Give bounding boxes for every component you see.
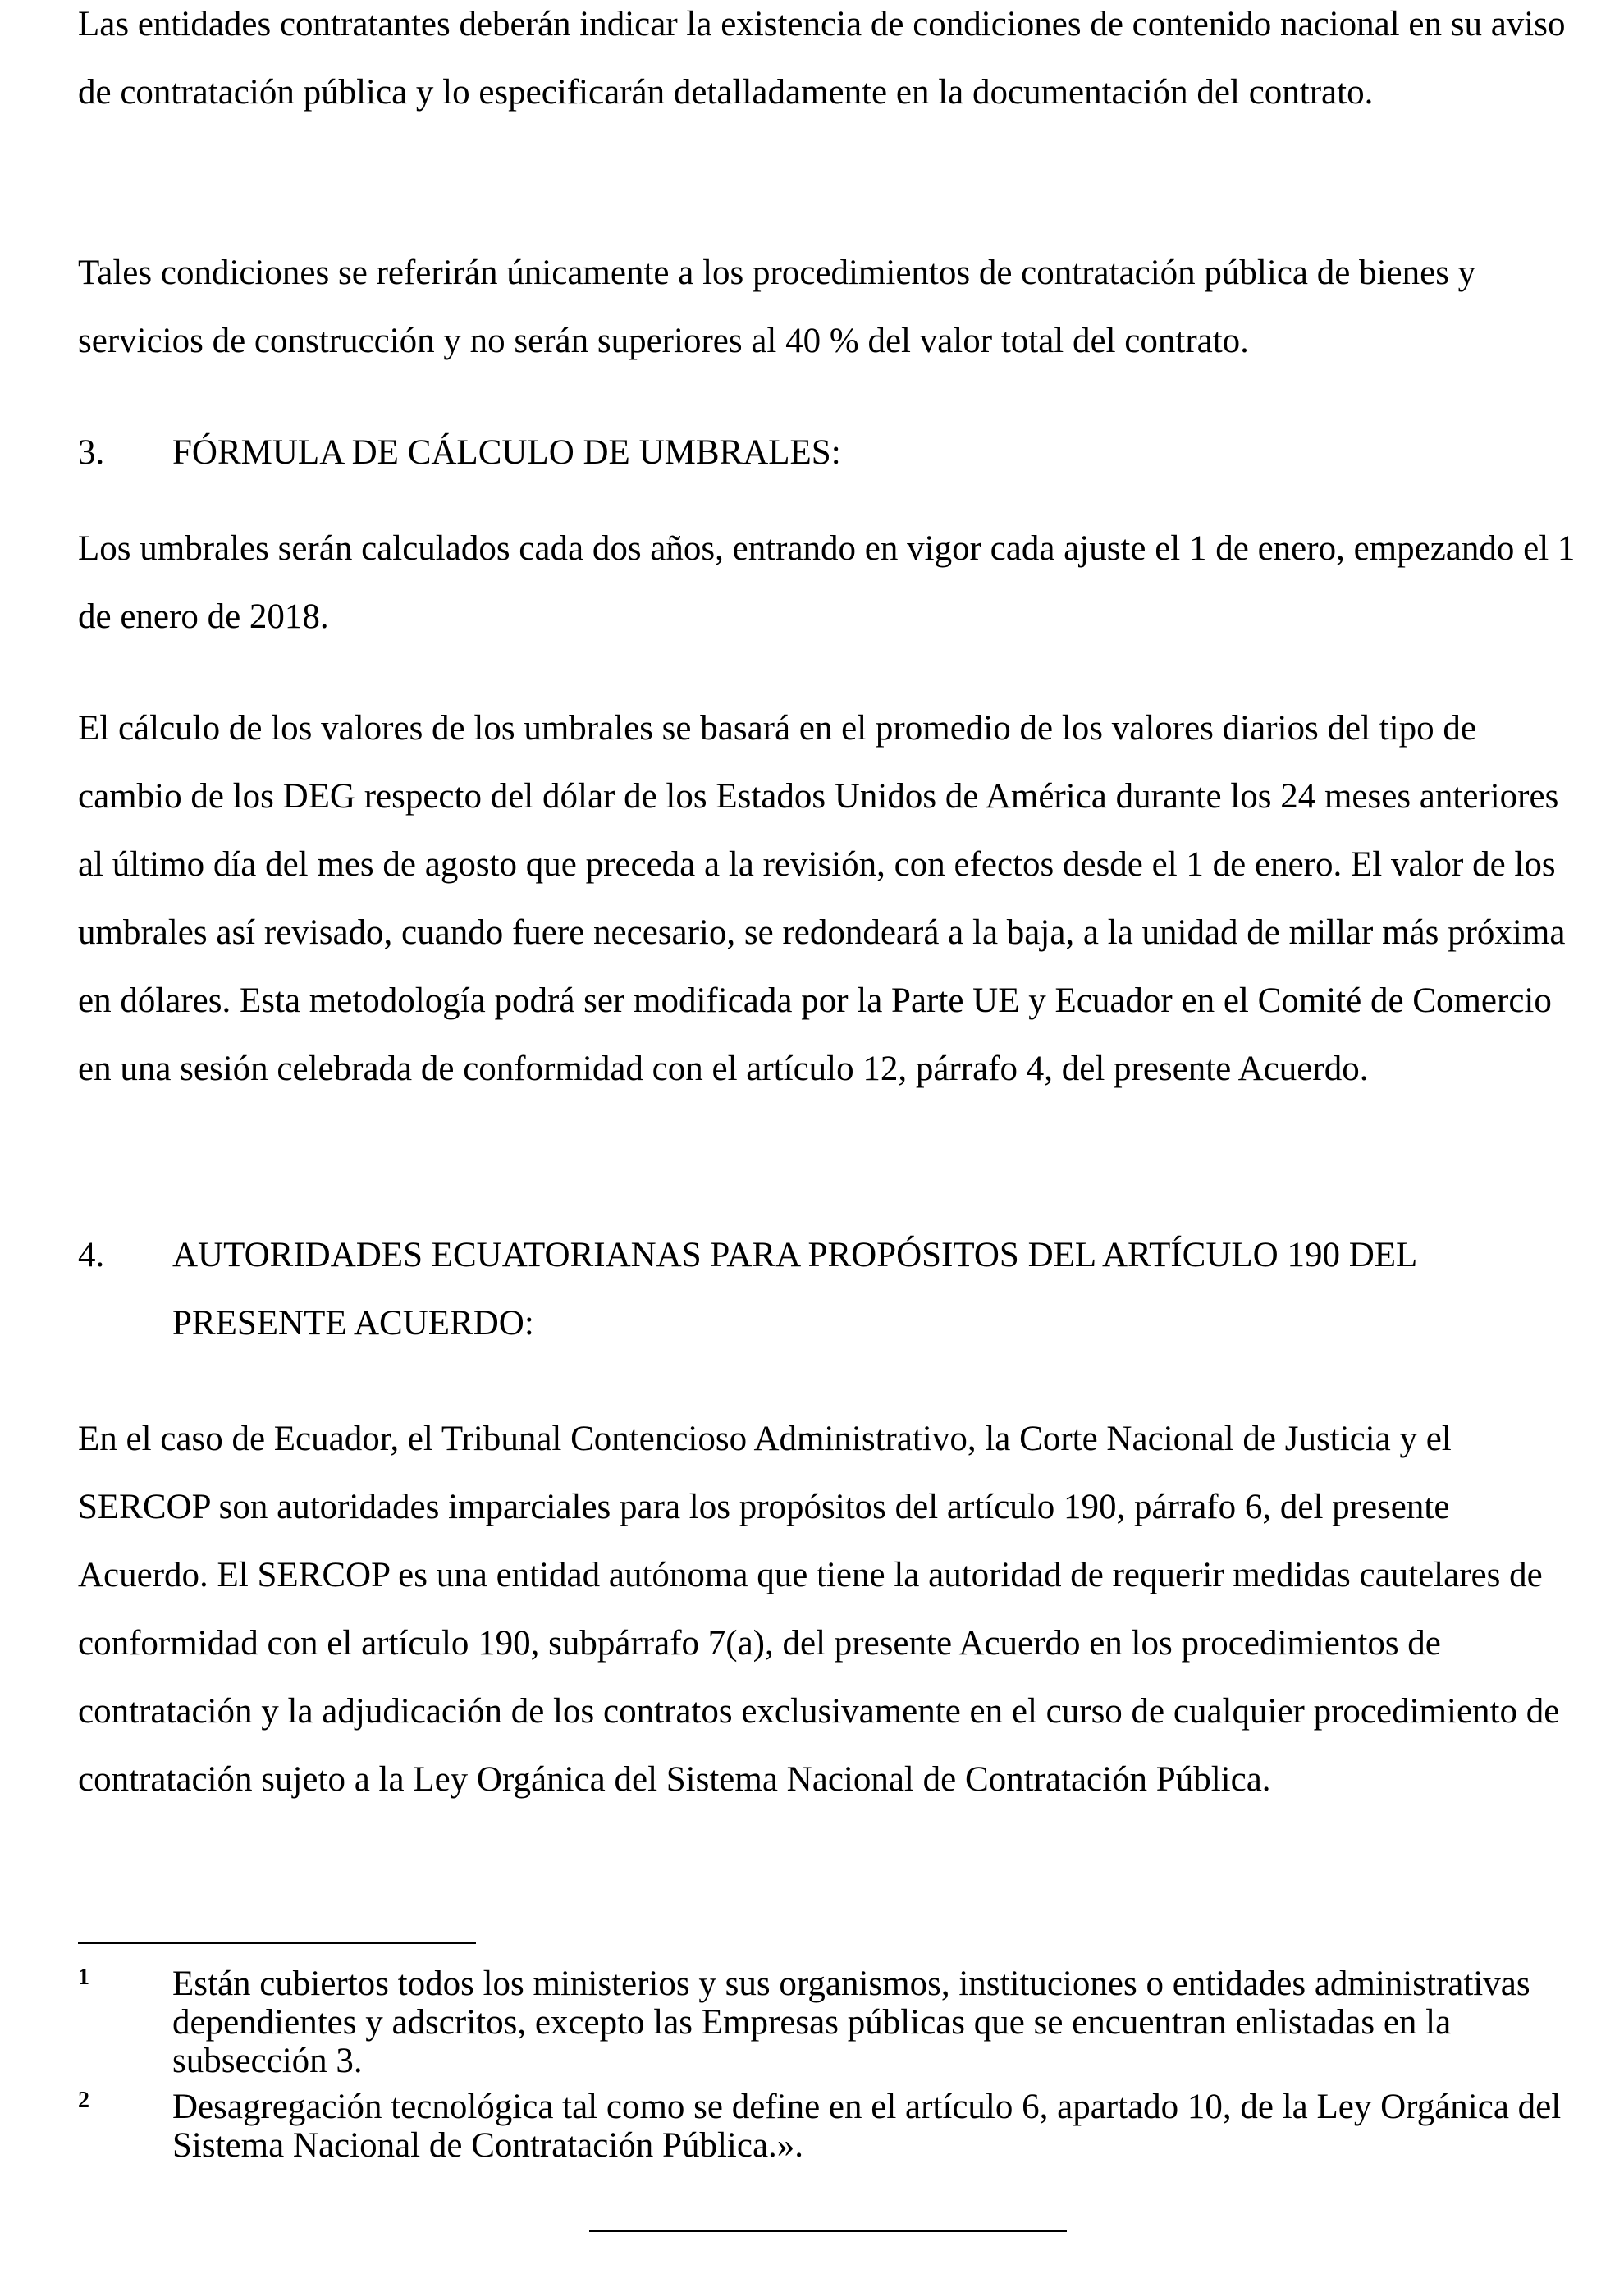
paragraph-threshold-schedule: Los umbrales serán calculados cada dos años, entrando en vigor cada ajuste el 1 de enero, empezando el 1 de enero de 2018. (78, 529, 1576, 636)
section-heading-4 (78, 1221, 1580, 1357)
paragraph-ecuador-authorities: En el caso de Ecuador, el Tribunal Contencioso Administrativo, la Corte Nacional de Justicia y el SERCOP son autoridades imparciales para los propósitos del artículo 190, párrafo 6, del presente Acuerdo. El SERCOP es una entidad autónoma que tiene la autoridad de requerir medidas cautelares de conformidad con el artículo 190, subpárrafo 7(a), del presente Acuerdo en los procedimientos de contratación y la adjudicación de los contratos exclusivamente en el curso de cualquier procedimiento de contratación sujeto a la Ley Orgánica del Sistema Nacional de Contratación Pública. (78, 1420, 1560, 1799)
section-number: 4. (78, 1236, 105, 1274)
section-heading-3 (78, 419, 1580, 487)
footnote-text: Están cubiertos todos los ministerios y sus organismos, instituciones o entidades administrativas dependientes y adscritos, excepto las Empresas públicas que se encuentran enlistadas en la subsección 3. (172, 1965, 1530, 2080)
footnote-mark: 2 (78, 2088, 89, 2113)
paragraph-threshold-calculation: El cálculo de los valores de los umbrales se basará en el promedio de los valores diarios del tipo de cambio de los DEG respecto del dólar de los Estados Unidos de América durante los 24 meses anteriores al último día del mes de agosto que preceda a la revisión, con efectos desde el 1 de enero. El valor de los umbrales así revisado, cuando fuere necesario, se redondeará a la baja, a la unidad de millar más próxima en dólares. Esta metodología podrá ser modificada por la Parte UE y Ecuador en el Comité de Comercio en una sesión celebrada de conformidad con el artículo 12, párrafo 4, del presente Acuerdo. (78, 709, 1566, 1088)
footnote-text: Desagregación tecnológica tal como se define en el artículo 6, apartado 10, de la Ley Orgánica del Sistema Nacional de Contratación Pública.». (172, 2088, 1562, 2165)
section-title: FÓRMULA DE CÁLCULO DE UMBRALES: (172, 433, 841, 472)
footnote-separator (78, 1942, 476, 1944)
footnote-2 (78, 2088, 1580, 2165)
end-of-text-rule (589, 2230, 1067, 2232)
footnote-mark: 1 (78, 1965, 89, 1990)
paragraph-conditions-limit: Tales condiciones se referirán únicamente a los procedimientos de contratación pública de bienes y servicios de construcción y no serán superiores al 40 % del valor total del contrato. (78, 254, 1476, 360)
paragraph-national-content: Las entidades contratantes deberán indicar la existencia de condiciones de contenido nacional en su aviso de contratación pública y lo especificarán detalladamente en la documentación del contrato. (78, 5, 1566, 112)
section-title: AUTORIDADES ECUATORIANAS PARA PROPÓSITOS DEL ARTÍCULO 190 DEL PRESENTE ACUERDO: (172, 1236, 1416, 1343)
section-number: 3. (78, 433, 105, 472)
footnote-1 (78, 1965, 1580, 2080)
